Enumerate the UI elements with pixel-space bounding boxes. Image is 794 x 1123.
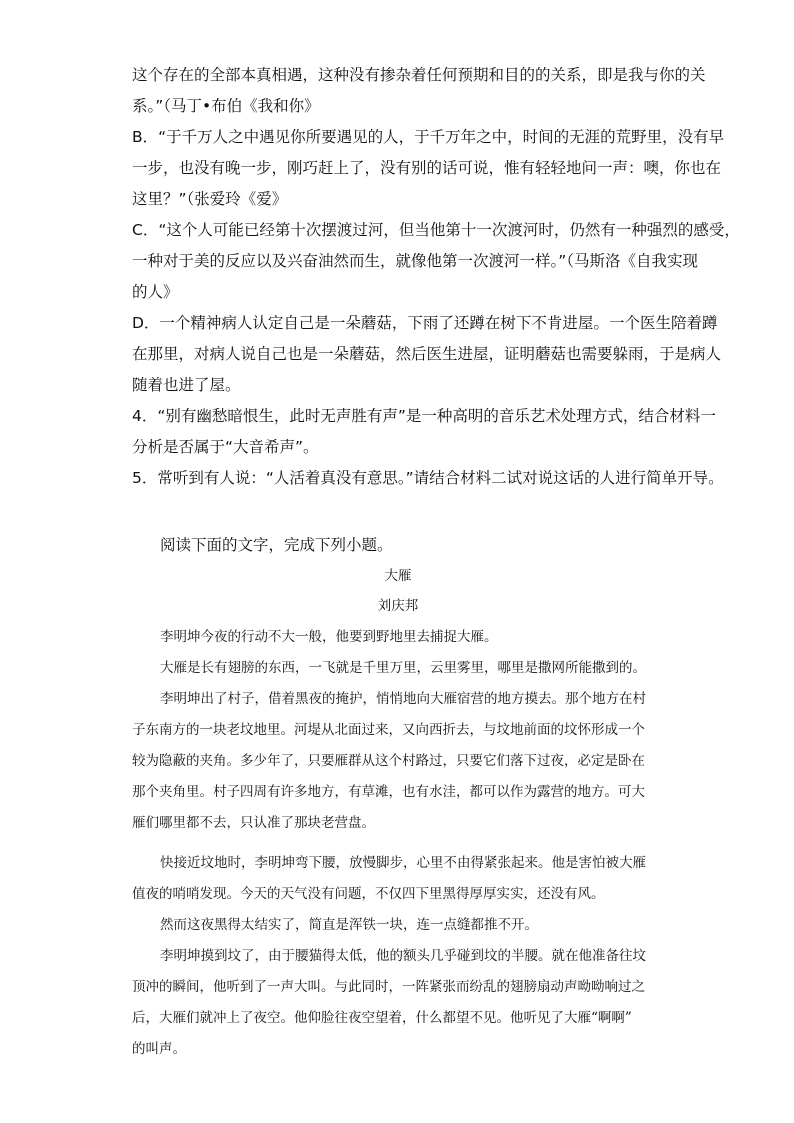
story-line: 后，大雁们就冲上了夜空。他仰脸往夜空望着，什么都望不见。他听见了大雁“啊啊” bbox=[132, 1010, 632, 1026]
text-line: 分析是否属于“大音希声”。 bbox=[132, 438, 319, 456]
story-line: 那个夹角里。村子四周有许多地方，有草滩，也有水洼，都可以作为露营的地方。可大 bbox=[132, 784, 645, 800]
story-paragraph: 大雁是长有翅膀的东西，一飞就是千里万里，云里雾里，哪里是撒网所能撒到的。 bbox=[160, 660, 646, 676]
text-line: 系。”（马丁•布伯《我和你》 bbox=[132, 97, 320, 115]
option-b-line: B．“于千万人之中遇见你所要遇见的人，于千万年之中，时间的无涯的荒野里，没有早 bbox=[132, 128, 725, 146]
question-5-line: 5．常听到有人说：“人活着真没有意思。”请结合材料二试对说这话的人进行简单开导。 bbox=[132, 469, 724, 487]
text-line: 一种对于美的反应以及兴奋油然而生，就像他第一次渡河一样。”（马斯洛《自我实现 bbox=[132, 252, 699, 270]
story-paragraph: 快接近坟地时，李明坤弯下腰，放慢脚步，心里不由得紧张起来。他是害怕被大雁 bbox=[160, 855, 646, 871]
story-line: 子东南方的一块老坟地里。河堤从北面过来，又向西折去，与坟地前面的坟怀形成一个 bbox=[132, 722, 645, 738]
story-line: 值夜的哨哨发现。今天的天气没有问题，不仅四下里黑得厚厚实实，还没有风。 bbox=[132, 886, 605, 902]
option-d-line: D．一个精神病人认定自己是一朵蘑菇，下雨了还蹲在树下不肯进屋。一个医生陪着蹲 bbox=[132, 314, 718, 332]
story-paragraph: 然而这夜黑得太结实了，简直是浑铁一块，连一点缝都推不开。 bbox=[160, 917, 538, 933]
story-line: 顶冲的瞬间，他听到了一声大叫。与此同时，一阵紧张而纷乱的翅膀扇动声呦呦响过之 bbox=[132, 979, 645, 995]
story-paragraph: 李明坤摸到坟了，由于腰猫得太低，他的额头几乎碰到坟的半腰。就在他准备往坟 bbox=[160, 948, 646, 964]
text-line: 一步，也没有晚一步，刚巧赶上了，没有别的话可说，惟有轻轻地问一声：噢，你也在 bbox=[132, 159, 722, 177]
question-4-line: 4．“别有幽愁暗恨生，此时无声胜有声”是一种高明的音乐艺术处理方式，结合材料一 bbox=[132, 407, 716, 425]
reading-instruction: 阅读下面的文字，完成下列小题。 bbox=[160, 536, 393, 554]
story-line: 雁们哪里都不去，只认准了那块老营盘。 bbox=[132, 815, 375, 831]
story-author: 刘庆邦 bbox=[377, 598, 419, 614]
text-line: 随着也进了屋。 bbox=[132, 376, 241, 394]
story-paragraph: 李明坤出了村子，借着黑夜的掩护，悄悄地向大雁宿营的地方摸去。那个地方在村 bbox=[160, 691, 646, 707]
option-c-line: C．“这个人可能已经第十次摆渡过河，但当他第十一次渡河时，仍然有一种强烈的感受， bbox=[132, 221, 740, 239]
text-line: 这里？”（张爱玲《爱》 bbox=[132, 190, 288, 208]
story-paragraph: 李明坤今夜的行动不大一般，他要到野地里去捕捉大雁。 bbox=[160, 629, 498, 645]
story-line: 的叫声。 bbox=[132, 1041, 186, 1057]
story-line: 较为隐蔽的夹角。多少年了，只要雁群从这个村路过，只要它们落下过夜，必定是卧在 bbox=[132, 753, 645, 769]
text-line: 在那里，对病人说自己也是一朵蘑菇，然后医生进屋，证明蘑菇也需要躲雨，于是病人 bbox=[132, 345, 722, 363]
story-title: 大雁 bbox=[384, 568, 412, 584]
text-line: 的人》 bbox=[132, 283, 179, 301]
text-line: 这个存在的全部本真相遇，这种没有掺杂着任何预期和目的的关系，即是我与你的关 bbox=[132, 66, 706, 84]
